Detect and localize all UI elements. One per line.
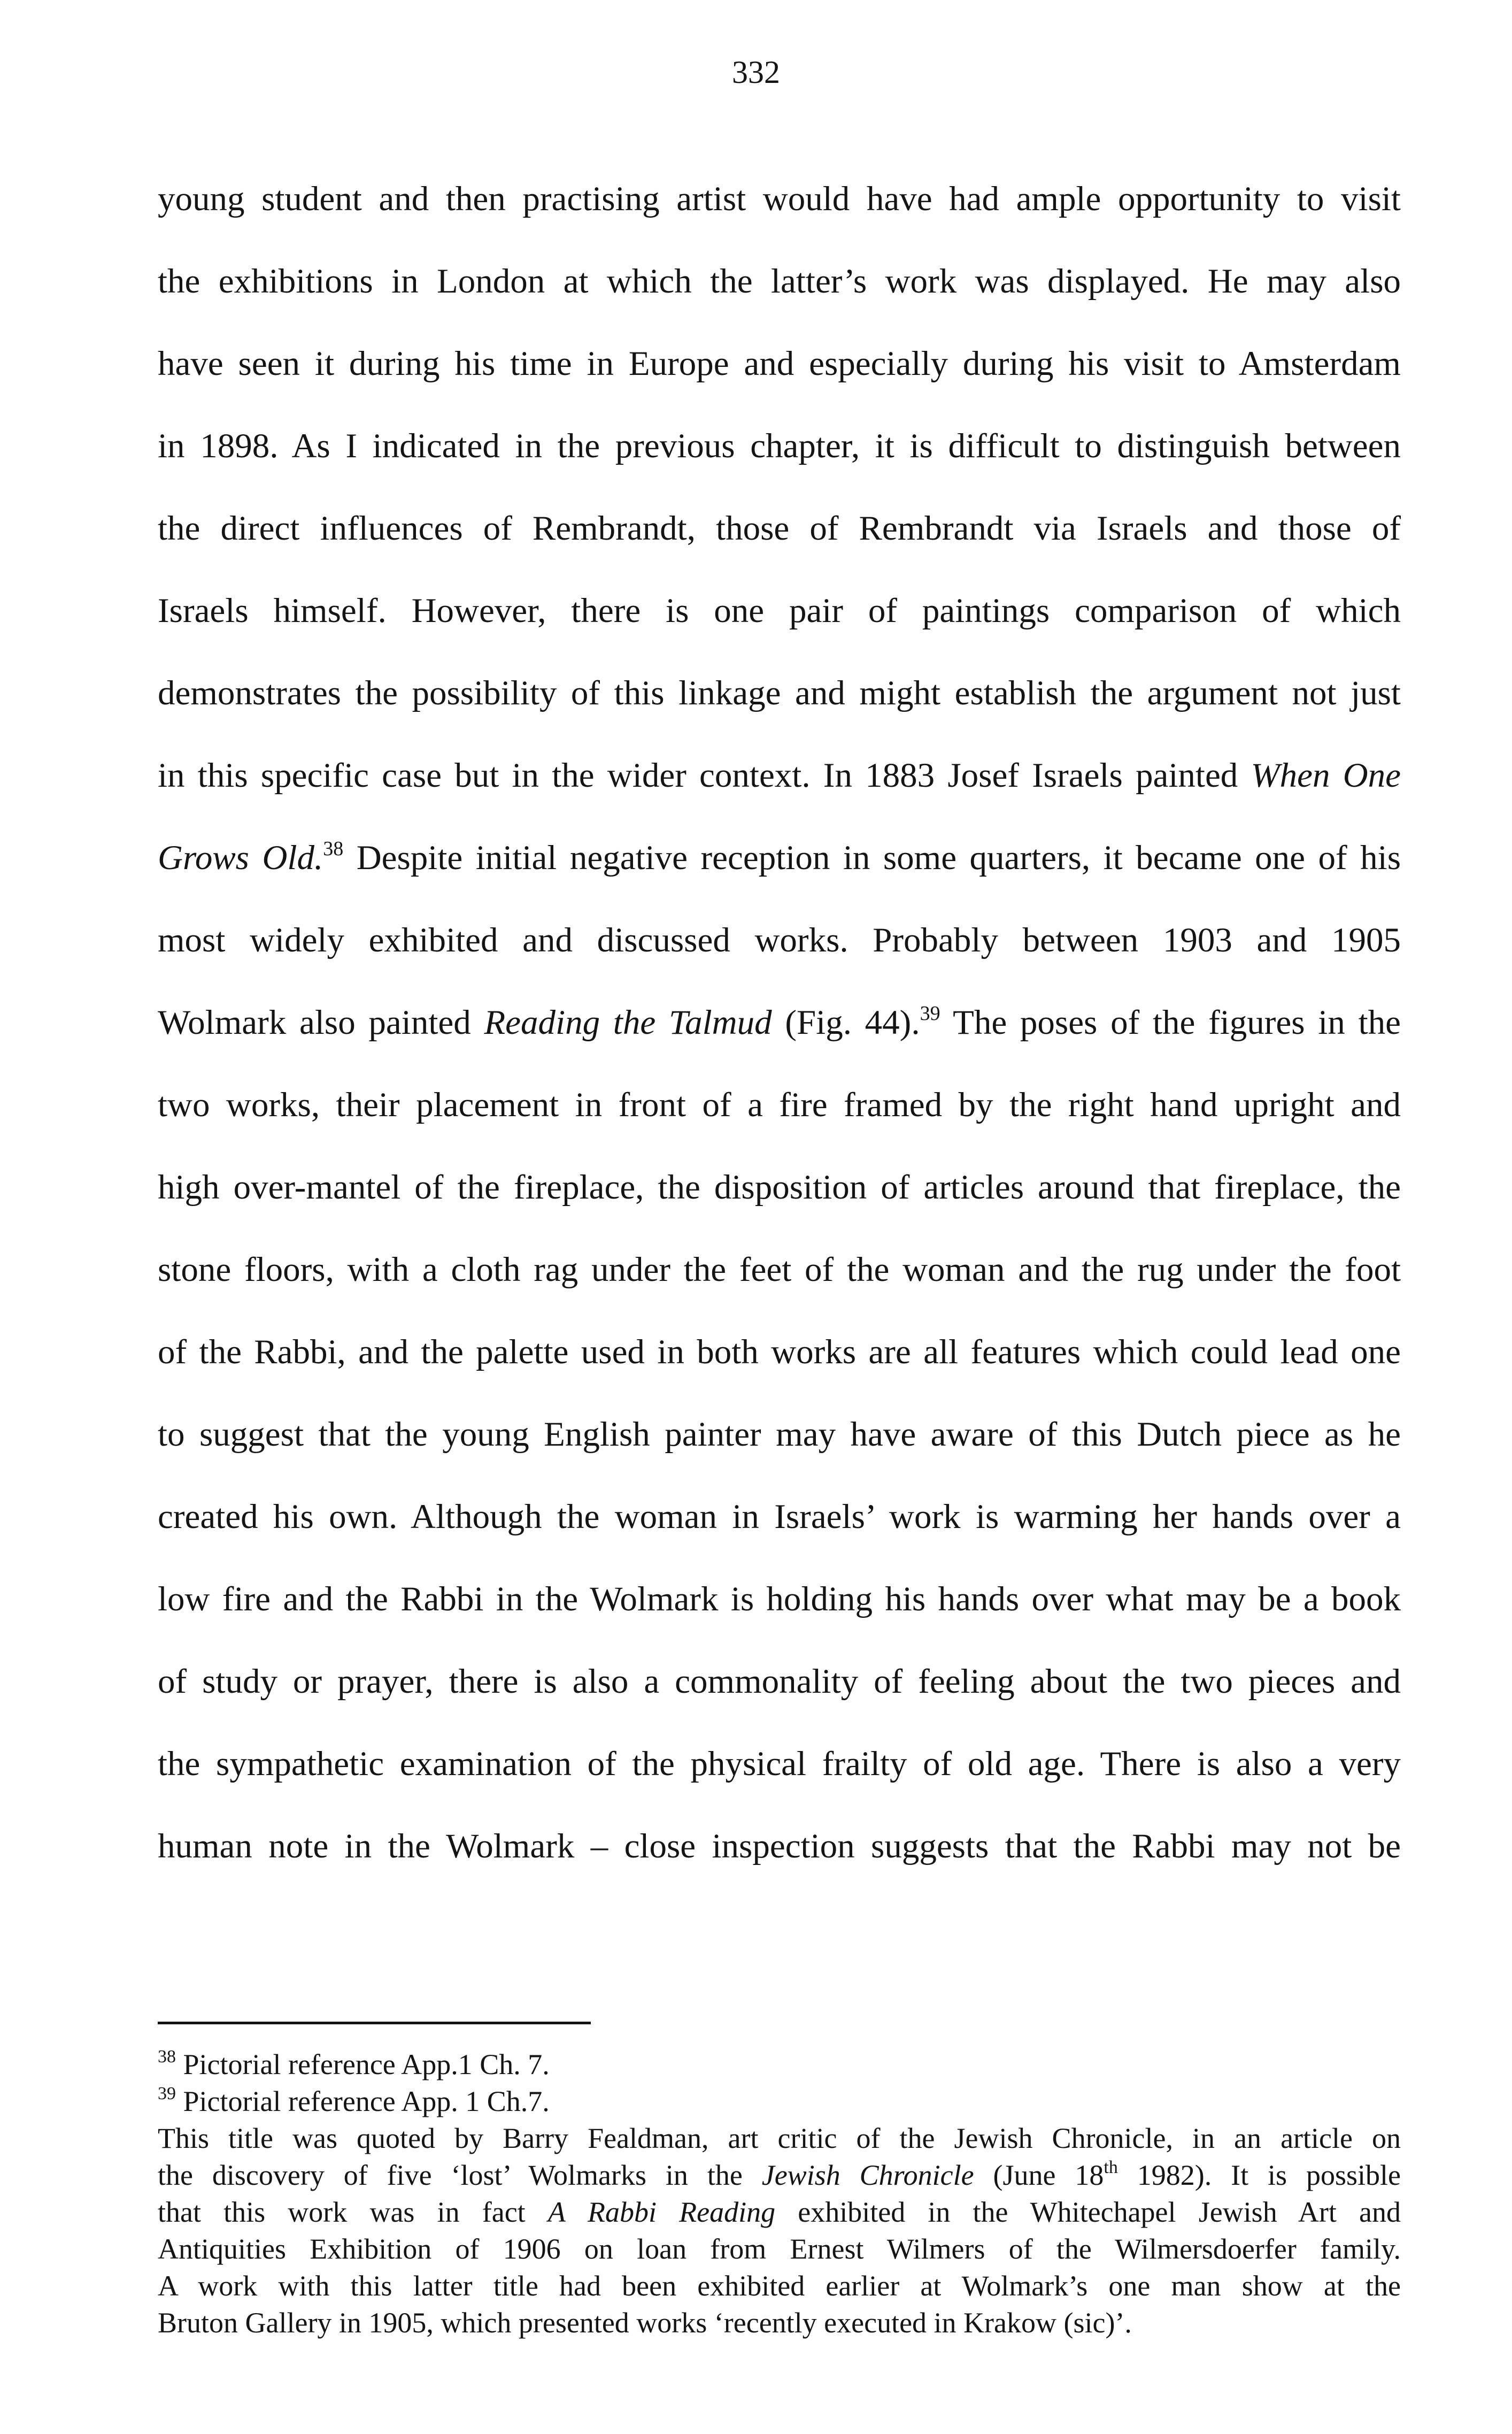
page-number: 332 [732, 55, 780, 90]
body-line: high over-mantel of the fireplace, the disposition of articles around that fireplace, the [158, 1168, 1401, 1207]
footnote-note-line [158, 2194, 1401, 2231]
painting-title-when-one: When One [1251, 756, 1401, 795]
ordinal-suffix: th [1104, 2157, 1118, 2177]
footnote-text: Pictorial reference App.1 Ch. 7. [176, 2048, 550, 2080]
line-text: (June 18 [974, 2159, 1104, 2191]
footnote-note-line [158, 2157, 1401, 2194]
footnote-text: Pictorial reference App. 1 Ch.7. [176, 2085, 550, 2117]
footnote-note-line: Antiquities Exhibition of 1906 on loan from Ernest Wilmers of the Wilmersdoerfer family. [158, 2233, 1401, 2265]
body-line [158, 817, 1401, 899]
body-line: created his own. Although the woman in Israels’ work is warming her hands over a [158, 1498, 1401, 1536]
footnote-38 [158, 2046, 1401, 2083]
footnote-note-line: This title was quoted by Barry Fealdman, art critic of the Jewish Chronicle, in an article on [158, 2122, 1401, 2154]
body-line: the sympathetic examination of the physical frailty of old age. There is also a very [158, 1745, 1401, 1783]
footnote-note-line: Bruton Gallery in 1905, which presented works ‘recently executed in Krakow (sic)’. [158, 2307, 1132, 2339]
body-line: of the Rabbi, and the palette used in both works are all features which could lead one [158, 1333, 1401, 1371]
painting-title-a-rabbi-reading: A Rabbi Reading [547, 2196, 776, 2228]
line-text: the discovery of five ‘lost’ Wolmarks in the [158, 2159, 762, 2191]
body-line: in 1898. As I indicated in the previous chapter, it is difficult to distinguish between [158, 427, 1401, 465]
line-text: Wolmark also painted [158, 1003, 484, 1042]
line-text: (Fig. 44). [772, 1003, 920, 1042]
footnote-number: 38 [158, 2047, 176, 2067]
body-line: two works, their placement in front of a fire framed by the right hand upright and [158, 1086, 1401, 1124]
painting-title-grows-old: Grows Old. [158, 839, 323, 877]
painting-title-reading-the-talmud: Reading the Talmud [484, 1003, 772, 1042]
body-line: stone floors, with a cloth rag under the feet of the woman and the rug under the foot [158, 1250, 1401, 1289]
line-text: The poses of the figures in the [940, 1003, 1401, 1042]
body-line: young student and then practising artist would have had ample opportunity to visit [158, 180, 1401, 218]
body-line [158, 981, 1401, 1064]
body-line [158, 734, 1401, 817]
body-text [158, 158, 1401, 1887]
line-text: Despite initial negative reception in some quarters, it became one of his [343, 839, 1401, 877]
body-line: most widely exhibited and discussed works. Probably between 1903 and 1905 [158, 921, 1401, 959]
publication-title: Jewish Chronicle [761, 2159, 974, 2191]
body-line: low fire and the Rabbi in the Wolmark is holding his hands over what may be a book [158, 1580, 1401, 1618]
body-line: of study or prayer, there is also a commonality of feeling about the two pieces and [158, 1662, 1401, 1701]
line-text: in this specific case but in the wider context. In 1883 Josef Israels painted [158, 756, 1251, 795]
footnote-note-line: A work with this latter title had been exhibited earlier at Wolmark’s one man show at the [158, 2270, 1401, 2302]
line-text: exhibited in the Whitechapel Jewish Art and [775, 2196, 1401, 2228]
body-line: Israels himself. However, there is one pair of paintings comparison of which [158, 592, 1401, 630]
footnote-ref-38: 38 [323, 838, 344, 860]
footnote-number: 39 [158, 2084, 176, 2103]
body-line: demonstrates the possibility of this linkage and might establish the argument not just [158, 674, 1401, 712]
body-line: the direct influences of Rembrandt, those of Rembrandt via Israels and those of [158, 509, 1401, 548]
body-line: have seen it during his time in Europe and especially during his visit to Amsterdam [158, 344, 1401, 383]
line-text: 1982). It is possible [1117, 2159, 1401, 2191]
footnote-ref-39: 39 [920, 1002, 940, 1025]
footnote-separator [158, 2022, 591, 2024]
footnote-39 [158, 2083, 1401, 2120]
body-line: human note in the Wolmark – close inspection suggests that the Rabbi may not be [158, 1827, 1401, 1865]
body-line: the exhibitions in London at which the latter’s work was displayed. He may also [158, 262, 1401, 301]
footnotes [158, 2046, 1401, 2341]
line-text: that this work was in fact [158, 2196, 548, 2228]
body-line: to suggest that the young English painter may have aware of this Dutch piece as he [158, 1415, 1401, 1454]
